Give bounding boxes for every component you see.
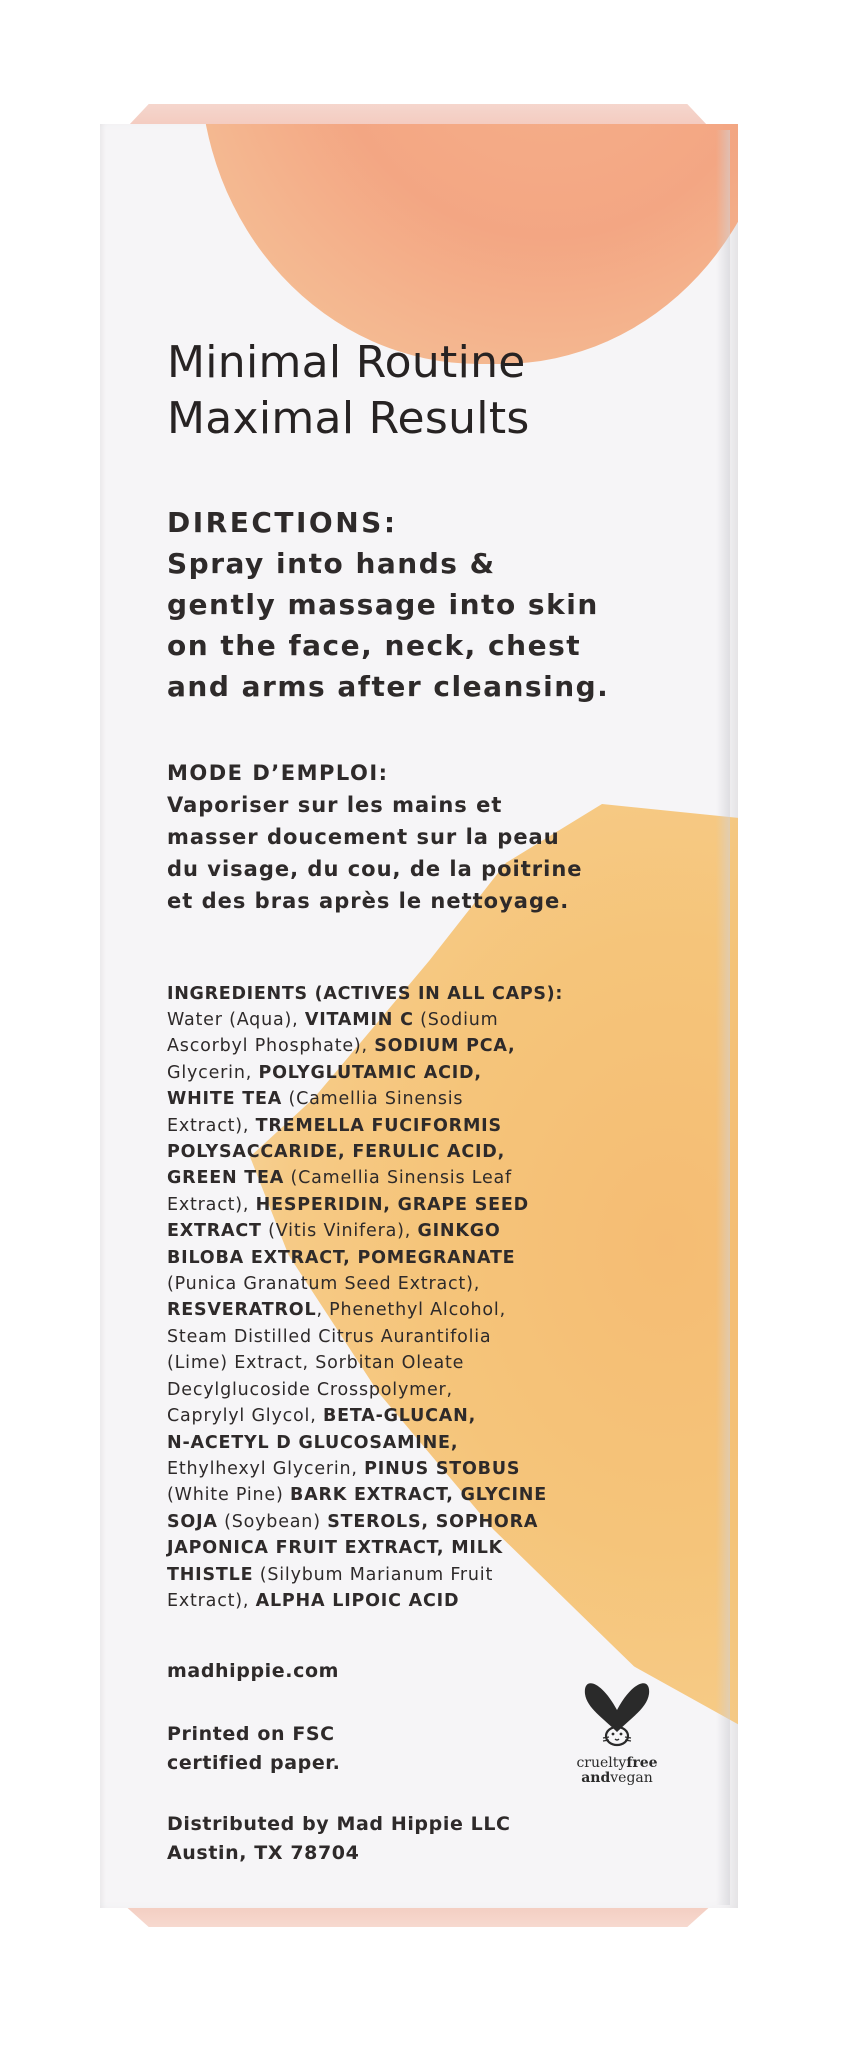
mode-emploi-line: et des bras après le nettoyage. xyxy=(167,889,570,913)
cruelty-free-logo xyxy=(572,1670,662,1786)
distributor-line: Distributed by Mad Hippie LLC xyxy=(167,1813,511,1835)
ingredients-title: INGREDIENTS (ACTIVES IN ALL CAPS): xyxy=(167,984,564,1004)
ingredient-text: Extract), xyxy=(167,1194,256,1215)
ingredient-active: ALPHA LIPOIC ACID xyxy=(255,1590,460,1611)
ingredients-line xyxy=(167,1535,707,1561)
ingredients-line xyxy=(167,1509,707,1535)
directions-line: gently massage into skin xyxy=(167,588,599,621)
ingredient-text: (Sodium xyxy=(413,1010,499,1030)
cruelty-free-text xyxy=(572,1756,662,1786)
fsc-note xyxy=(167,1720,427,1778)
ingredient-text: (Lime) Extract, Sorbitan Oleate xyxy=(167,1353,465,1374)
directions-line: and arms after cleansing. xyxy=(167,670,610,703)
ingredients-line xyxy=(167,1377,707,1403)
ingredient-active: VITAMIN C xyxy=(304,1010,414,1030)
ingredients-line xyxy=(167,1588,707,1614)
ingredient-text: Ethylhexyl Glycerin, xyxy=(167,1458,365,1479)
ingredients-line xyxy=(167,1192,707,1218)
directions-line: on the face, neck, chest xyxy=(167,629,582,662)
ingredients-line xyxy=(167,1218,707,1244)
box-bottom-flap xyxy=(112,1905,724,1927)
ingredient-text: (White Pine) xyxy=(167,1485,290,1506)
ingredient-active: GINKGO xyxy=(417,1221,501,1242)
website-text: madhippie.com xyxy=(167,1660,339,1682)
ingredient-active: WHITE TEA xyxy=(167,1089,283,1110)
mode-emploi-line: Vaporiser sur les mains et xyxy=(167,793,503,817)
ingredient-text: Extract), xyxy=(167,1115,256,1136)
ingredients-line xyxy=(167,1245,707,1271)
ingredient-text: Steam Distilled Citrus Aurantifolia xyxy=(167,1326,492,1347)
ingredient-active: SOJA xyxy=(167,1511,218,1532)
ingredient-active: TREMELLA FUCIFORMIS xyxy=(255,1115,502,1136)
ingredient-active: POLYSACCARIDE, FERULIC ACID, xyxy=(167,1142,506,1163)
peach-paint-blob xyxy=(200,124,738,364)
ingredient-text: (Camellia Sinensis xyxy=(282,1089,464,1110)
ingredient-active: POLYGLUTAMIC ACID, xyxy=(258,1062,482,1083)
logo-word-and: and xyxy=(581,1770,611,1786)
ingredients-line xyxy=(167,1139,707,1165)
logo-word-cruelty: cruelty xyxy=(576,1755,627,1771)
ingredients-line xyxy=(167,1297,707,1323)
ingredients-line xyxy=(167,1430,707,1456)
logo-word-vegan: vegan xyxy=(610,1770,653,1786)
ingredient-text: (Vitis Vinifera), xyxy=(261,1221,418,1242)
ingredients-line xyxy=(167,1086,707,1112)
ingredients-line xyxy=(167,1562,707,1588)
ingredient-text: (Silybum Marianum Fruit xyxy=(253,1564,494,1585)
ingredient-text: (Soybean) xyxy=(217,1511,328,1532)
ingredient-active: JAPONICA FRUIT EXTRACT, MILK xyxy=(167,1538,504,1559)
ingredients-line xyxy=(167,1033,707,1059)
ingredient-text: Extract), xyxy=(167,1590,256,1611)
distributor-line: Austin, TX 78704 xyxy=(167,1842,360,1864)
label-text-block xyxy=(167,335,707,1614)
ingredients-line xyxy=(167,1113,707,1139)
ingredient-text: (Camellia Sinensis Leaf xyxy=(284,1168,513,1189)
ingredient-active: RESVERATROL xyxy=(167,1300,317,1321)
directions-line: Spray into hands & xyxy=(167,547,496,580)
ingredient-active: PINUS STOBUS xyxy=(364,1458,521,1479)
headline-line-2: Maximal Results xyxy=(167,393,530,444)
ingredient-text: Glycerin, xyxy=(167,1062,259,1083)
ingredient-active: EXTRACT xyxy=(167,1221,262,1242)
mode-emploi-line: du visage, du cou, de la poitrine xyxy=(167,857,583,881)
ingredients-line xyxy=(167,1456,707,1482)
ingredient-active: HESPERIDIN, GRAPE SEED xyxy=(255,1194,529,1215)
ingredient-active: BILOBA EXTRACT, POMEGRANATE xyxy=(167,1247,516,1268)
ingredients-line xyxy=(167,1403,707,1429)
mode-emploi-section xyxy=(167,757,707,917)
ingredient-text: Decylglucoside Crosspolymer, xyxy=(167,1379,453,1400)
directions-section xyxy=(167,502,707,707)
ingredients-line xyxy=(167,1007,707,1033)
ingredient-active: SODIUM PCA, xyxy=(374,1036,516,1057)
ingredient-text: , Phenethyl Alcohol, xyxy=(316,1300,506,1321)
ingredient-active: N-ACETYL D GLUCOSAMINE, xyxy=(167,1432,459,1453)
ingredient-text: (Punica Granatum Seed Extract), xyxy=(167,1274,481,1295)
mode-emploi-line: masser doucement sur la peau xyxy=(167,825,560,849)
ingredient-text: Caprylyl Glycol, xyxy=(167,1406,323,1427)
ingredients-line xyxy=(167,1271,707,1297)
ingredient-active: BARK EXTRACT, GLYCINE xyxy=(289,1485,548,1506)
ingredients-line xyxy=(167,1165,707,1191)
directions-title: DIRECTIONS: xyxy=(167,506,398,539)
ingredient-active: GREEN TEA xyxy=(167,1168,285,1189)
logo-word-free: free xyxy=(626,1755,658,1771)
bunny-heart-icon xyxy=(581,1670,653,1752)
ingredient-active: STEROLS, SOPHORA xyxy=(327,1511,539,1532)
ingredient-active: THISTLE xyxy=(167,1564,254,1585)
fsc-note-line: certified paper. xyxy=(167,1752,341,1774)
ingredients-list xyxy=(167,1007,707,1614)
distributor-info xyxy=(167,1810,587,1868)
ingredients-line xyxy=(167,1324,707,1350)
ingredient-active: BETA-GLUCAN, xyxy=(322,1406,477,1427)
mode-emploi-title: MODE D’EMPLOI: xyxy=(167,761,389,785)
ingredients-section xyxy=(167,981,707,1614)
ingredients-line xyxy=(167,1482,707,1508)
headline-line-1: Minimal Routine xyxy=(167,337,526,388)
ingredients-line xyxy=(167,1060,707,1086)
ingredients-line xyxy=(167,1350,707,1376)
ingredient-text: Water (Aqua), xyxy=(167,1010,305,1030)
headline xyxy=(167,335,707,447)
fsc-note-line: Printed on FSC xyxy=(167,1723,335,1745)
ingredient-text: Ascorbyl Phosphate), xyxy=(167,1036,375,1057)
